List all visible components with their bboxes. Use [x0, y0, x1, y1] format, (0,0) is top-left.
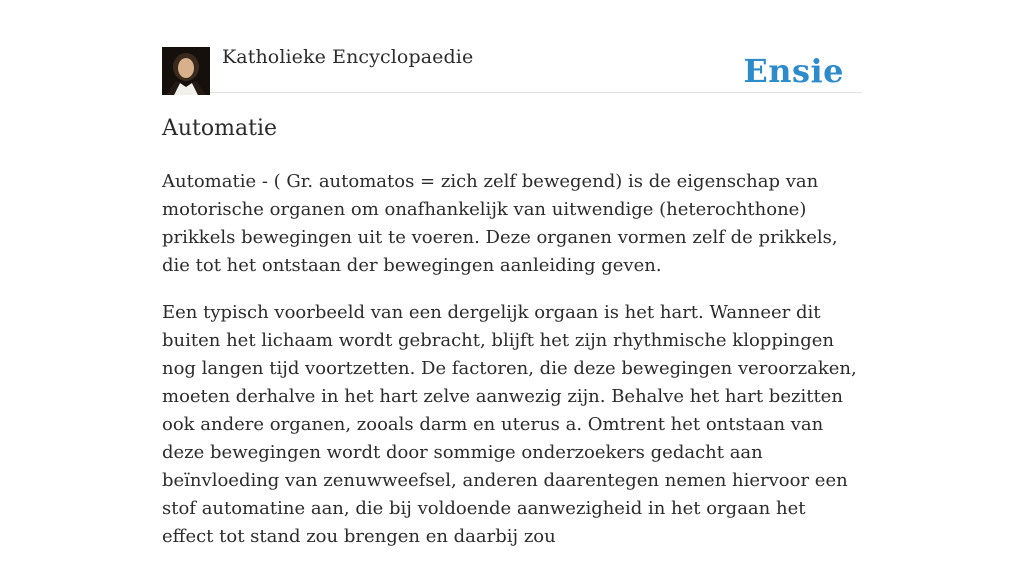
site-title[interactable]: Katholieke Encyclopaedie	[222, 46, 474, 68]
article-body	[162, 168, 862, 570]
site-header	[162, 44, 862, 93]
ensie-logo[interactable]: Ensie	[743, 52, 844, 90]
portrait-avatar-icon[interactable]	[162, 47, 210, 95]
article-paragraph: Automatie - ( Gr. automatos = zich zelf bewegend) is de eigenschap van motorische organen om onafhankelijk van uitwendige (heterochthone) prikkels bewegingen uit te voeren. Deze organen vormen zelf de prikkels, die tot het ontstaan der bewegingen aanleiding geven.	[162, 171, 838, 276]
page-title: Automatie	[162, 116, 278, 141]
article-paragraph: Een typisch voorbeeld van een dergelijk orgaan is het hart. Wanneer dit buiten het lichaam wordt gebracht, blijft het zijn rhythmische kloppingen nog langen tijd voortzetten. De factoren, die deze bewegingen veroorzaken, moeten derhalve in het hart zelve aanwezig zijn. Behalve het hart bezitten ook andere organen, zooals darm en uterus a. Omtrent het ontstaan van deze bewegingen wordt door sommige onderzoekers gedacht aan beïnvloeding van zenuwweefsel, anderen daarentegen nemen hiervoor een stof automatine aan, die bij voldoende aanwezigheid in het orgaan het effect tot stand zou brengen en daarbij zou	[162, 302, 857, 547]
